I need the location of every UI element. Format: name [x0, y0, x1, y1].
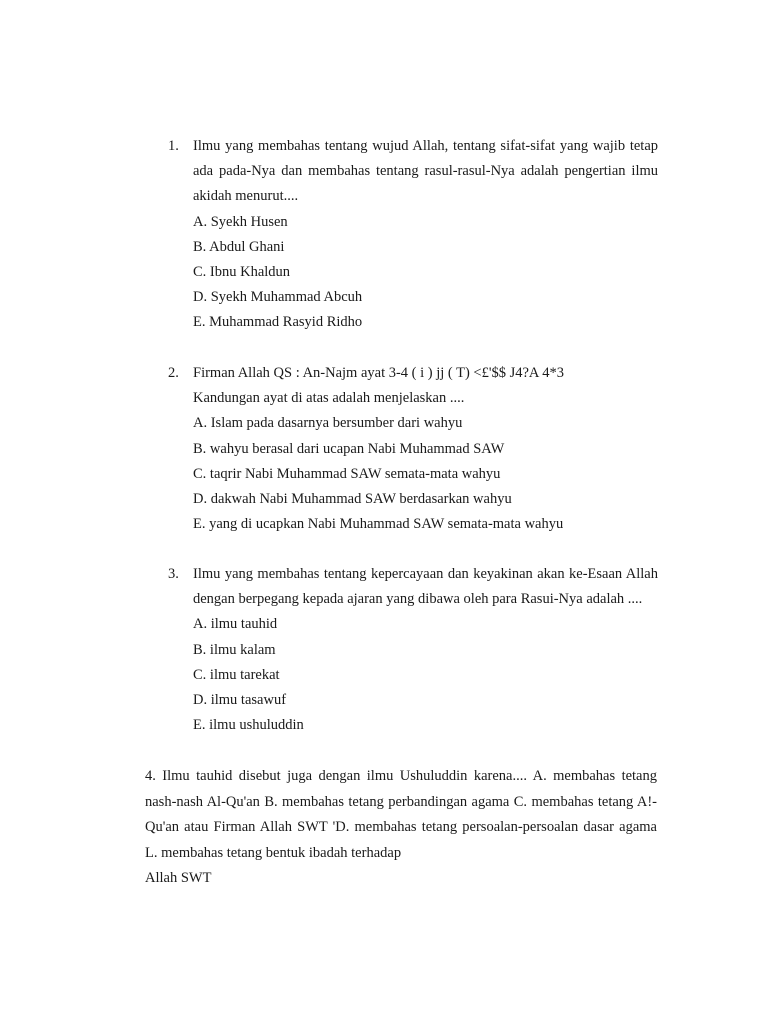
question-text: Ilmu yang membahas tentang wujud Allah, tentang sifat-sifat yang wajib tetap ada pada-Nya dan membahas tentang rasul-rasul-Nya adalah pengertian ilmu akidah menurut.... [193, 138, 658, 205]
option-e: E. Muhammad Rasyid Ridho [193, 314, 363, 331]
option-d: D. ilmu tasawuf [193, 692, 287, 709]
option-c: C. ilmu tarekat [193, 666, 280, 683]
question-text-line-2: Kandungan ayat di atas adalah menjelaskan .... [193, 390, 465, 407]
question-text: Firman Allah QS : An-Najm ayat 3-4 ( i ) jj ( T) <£'$$ J4?A 4*3 [193, 365, 564, 381]
option-e: E. ilmu ushuluddin [193, 717, 304, 734]
option-d: D. Syekh Muhammad Abcuh [193, 289, 363, 306]
question-number: 3. [168, 566, 179, 582]
option-a: A. Syekh Husen [193, 213, 288, 230]
option-b: B. ilmu kalam [193, 641, 276, 658]
question-4 [145, 764, 657, 892]
question-number: 2. [168, 365, 179, 381]
question-number: 1. [168, 138, 179, 154]
question-3 [168, 562, 658, 738]
option-b: B. Abdul Ghani [193, 238, 285, 255]
question-1 [168, 134, 658, 336]
option-c: C. Ibnu Khaldun [193, 264, 291, 281]
question-4-last-line: Allah SWT [145, 870, 212, 886]
option-d: D. dakwah Nabi Muhammad SAW berdasarkan wahyu [193, 491, 512, 508]
option-a: A. ilmu tauhid [193, 616, 278, 633]
option-c: C. taqrir Nabi Muhammad SAW semata-mata wahyu [193, 465, 501, 482]
question-4-text: 4. Ilmu tauhid disebut juga dengan ilmu Ushuluddin karena.... A. membahas tetang nash-nash Al-Qu'an B. membahas tetang perbandingan agama C. membahas tetang A!-Qu'an atau Firman Allah SWT 'D. membahas tetang persoalan-persoalan dasar agama L. membahas tetang bentuk ibadah terhadap [145, 768, 657, 861]
option-e: E. yang di ucapkan Nabi Muhammad SAW semata-mata wahyu [193, 516, 564, 533]
question-text: Ilmu yang membahas tentang kepercayaan dan keyakinan akan ke-Esaan Allah dengan berpegang kepada ajaran yang dibawa oleh para Rasui-Nya adalah .... [193, 566, 658, 608]
option-a: A. Islam pada dasarnya bersumber dari wahyu [193, 415, 463, 432]
option-b: B. wahyu berasal dari ucapan Nabi Muhammad SAW [193, 440, 505, 457]
question-2 [168, 361, 658, 537]
